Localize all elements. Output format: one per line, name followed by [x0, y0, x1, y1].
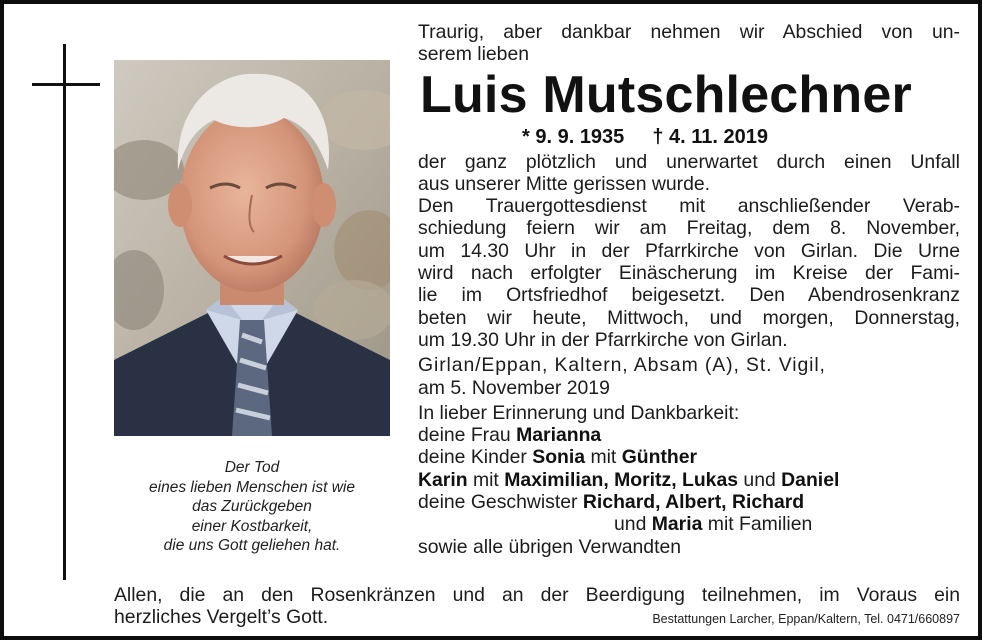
body-line: um 14.30 Uhr in der Pfarrkirche von Girlan. Die Urne — [418, 239, 960, 262]
quote-line: Der Tod — [224, 459, 280, 476]
quote-line: eines lieben Menschen ist wie — [149, 478, 355, 496]
intro-line: serem lieben — [418, 43, 530, 66]
body-line: beten wir heute, Mittwoch, und morgen, Donnerstag, — [418, 306, 960, 329]
body-line: wird nach erfolgter Einäscherung im Kreise der Fami- — [418, 262, 960, 285]
memorial-quote — [114, 458, 390, 556]
cross-icon-bar — [32, 83, 100, 86]
life-dates — [522, 125, 960, 149]
obituary-text — [418, 21, 960, 558]
quote-line: das Zurückgeben — [192, 498, 312, 515]
places-line: Girlan/Eppan, Kaltern, Absam (A), St. Vigil, — [418, 354, 826, 377]
thanks-line: Allen, die an den Rosenkränzen und an der Beerdigung teilnehmen, im Voraus ein — [114, 584, 960, 606]
thanks-section — [114, 584, 960, 630]
body-line: schiedung feiern wir am Freitag, dem 8. November, — [418, 217, 960, 240]
family-line-children: deine Kinder Sonia mit Günther — [418, 446, 698, 469]
body-line: der ganz plötzlich und unerwartet durch einen Unfall — [418, 150, 960, 173]
deceased-name: Luis Mutschlechner — [420, 65, 912, 124]
body-line: Den Trauergottesdienst mit anschließender Verab- — [418, 195, 960, 218]
family-line-wife: deine Frau Marianna — [418, 424, 602, 447]
family-line-siblings: deine Geschwister Richard, Albert, Richard — [418, 491, 805, 514]
intro-line: Traurig, aber dankbar nehmen wir Abschied von un- — [418, 21, 960, 43]
quote-line: die uns Gott geliehen hat. — [163, 537, 341, 554]
date-line: am 5. November 2019 — [418, 376, 610, 399]
body-line: um 19.30 Uhr in der Pfarrkirche von Girlan. — [418, 328, 788, 351]
family-line-grandchildren: Karin mit Maximilian, Moritz, Lukas und Daniel — [418, 468, 840, 491]
cross-icon — [63, 44, 66, 580]
family-line-siblings-cont: und Maria mit Familien — [614, 513, 813, 536]
family-heading: In lieber Erinnerung und Dankbarkeit: — [418, 401, 740, 424]
wife-name: Marianna — [516, 424, 602, 447]
family-list — [418, 402, 960, 558]
body-line: aus unserer Mitte gerissen wurde. — [418, 172, 711, 195]
quote-line: einer Kostbarkeit, — [191, 517, 313, 535]
portrait-photo — [114, 60, 390, 436]
funeral-home-credit: Bestattungen Larcher, Eppan/Kaltern, Tel. 0471/660897 — [652, 612, 960, 626]
thanks-line: herzliches Vergelt’s Gott. — [114, 606, 329, 628]
birth-date: * 9. 9. 1935 — [522, 125, 625, 148]
announcement-body — [418, 151, 960, 352]
family-line-others: sowie alle übrigen Verwandten — [418, 535, 682, 558]
death-date: † 4. 11. 2019 — [652, 125, 768, 148]
body-line: lie im Ortsfriedhof beigesetzt. Den Abendrosenkranz — [418, 284, 960, 307]
